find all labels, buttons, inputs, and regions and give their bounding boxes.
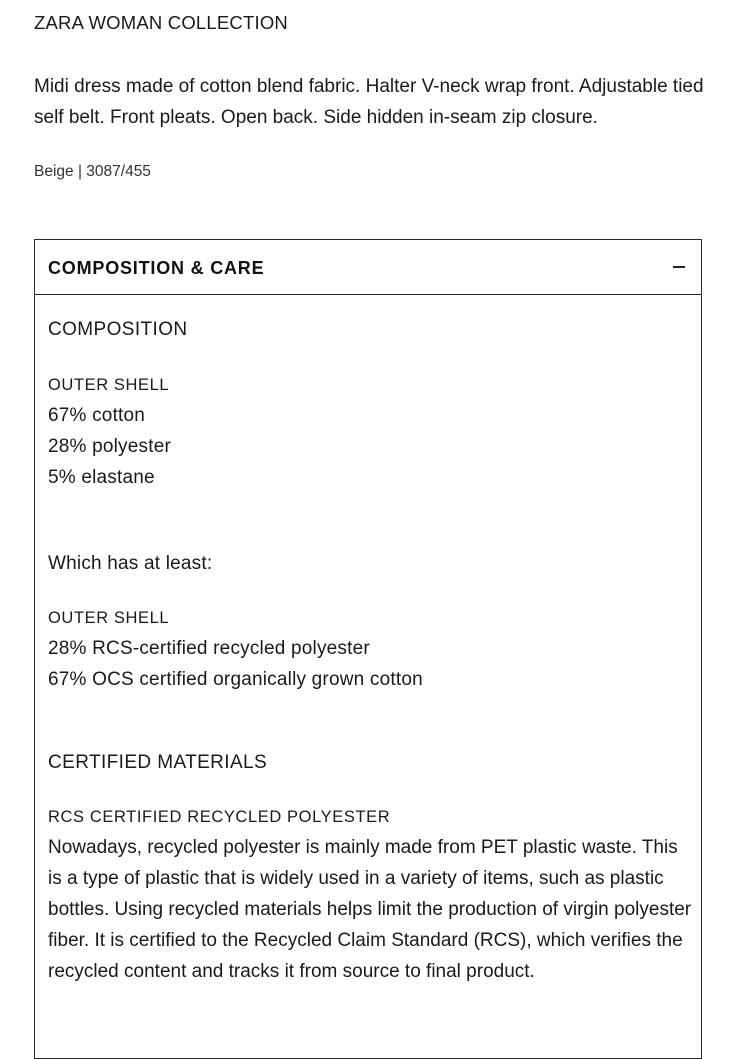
collection-label: ZARA WOMAN COLLECTION [34, 12, 288, 33]
outer-shell-label: OUTER SHELL [48, 376, 170, 394]
material-line: 28% polyester [48, 436, 172, 457]
composition-heading: COMPOSITION [48, 319, 188, 340]
product-description: Midi dress made of cotton blend fabric. Halter V-neck wrap front. Adjustable tied self belt. Front pleats. Open back. Side hidden in-seam zip closure. [34, 76, 704, 128]
at-least-label: Which has at least: [48, 553, 213, 574]
material-line: 5% elastane [48, 467, 155, 488]
certified-material-line: 28% RCS-certified recycled polyester [48, 638, 370, 659]
minus-icon[interactable] [673, 266, 685, 268]
color-reference: Beige | 3087/455 [34, 163, 151, 180]
accordion-header[interactable] [35, 240, 701, 295]
rcs-description: Nowadays, recycled polyester is mainly made from PET plastic waste. This is a type of plastic that is widely used in a variety of items, such as plastic bottles. Using recycled materials helps limit the production of virgin polyester fiber. It is certified to the Recycled Claim Standard (RCS), which verifies the recycled content and tracks it from source to final product. [48, 837, 692, 982]
accordion-title: COMPOSITION & CARE [48, 258, 265, 278]
composition-care-accordion [34, 239, 702, 1059]
certified-materials-heading: CERTIFIED MATERIALS [48, 752, 268, 773]
rcs-title: RCS CERTIFIED RECYCLED POLYESTER [48, 808, 391, 826]
certified-material-line: 67% OCS certified organically grown cotton [48, 669, 423, 690]
outer-shell-label-2: OUTER SHELL [48, 609, 170, 627]
material-line: 67% cotton [48, 405, 146, 426]
